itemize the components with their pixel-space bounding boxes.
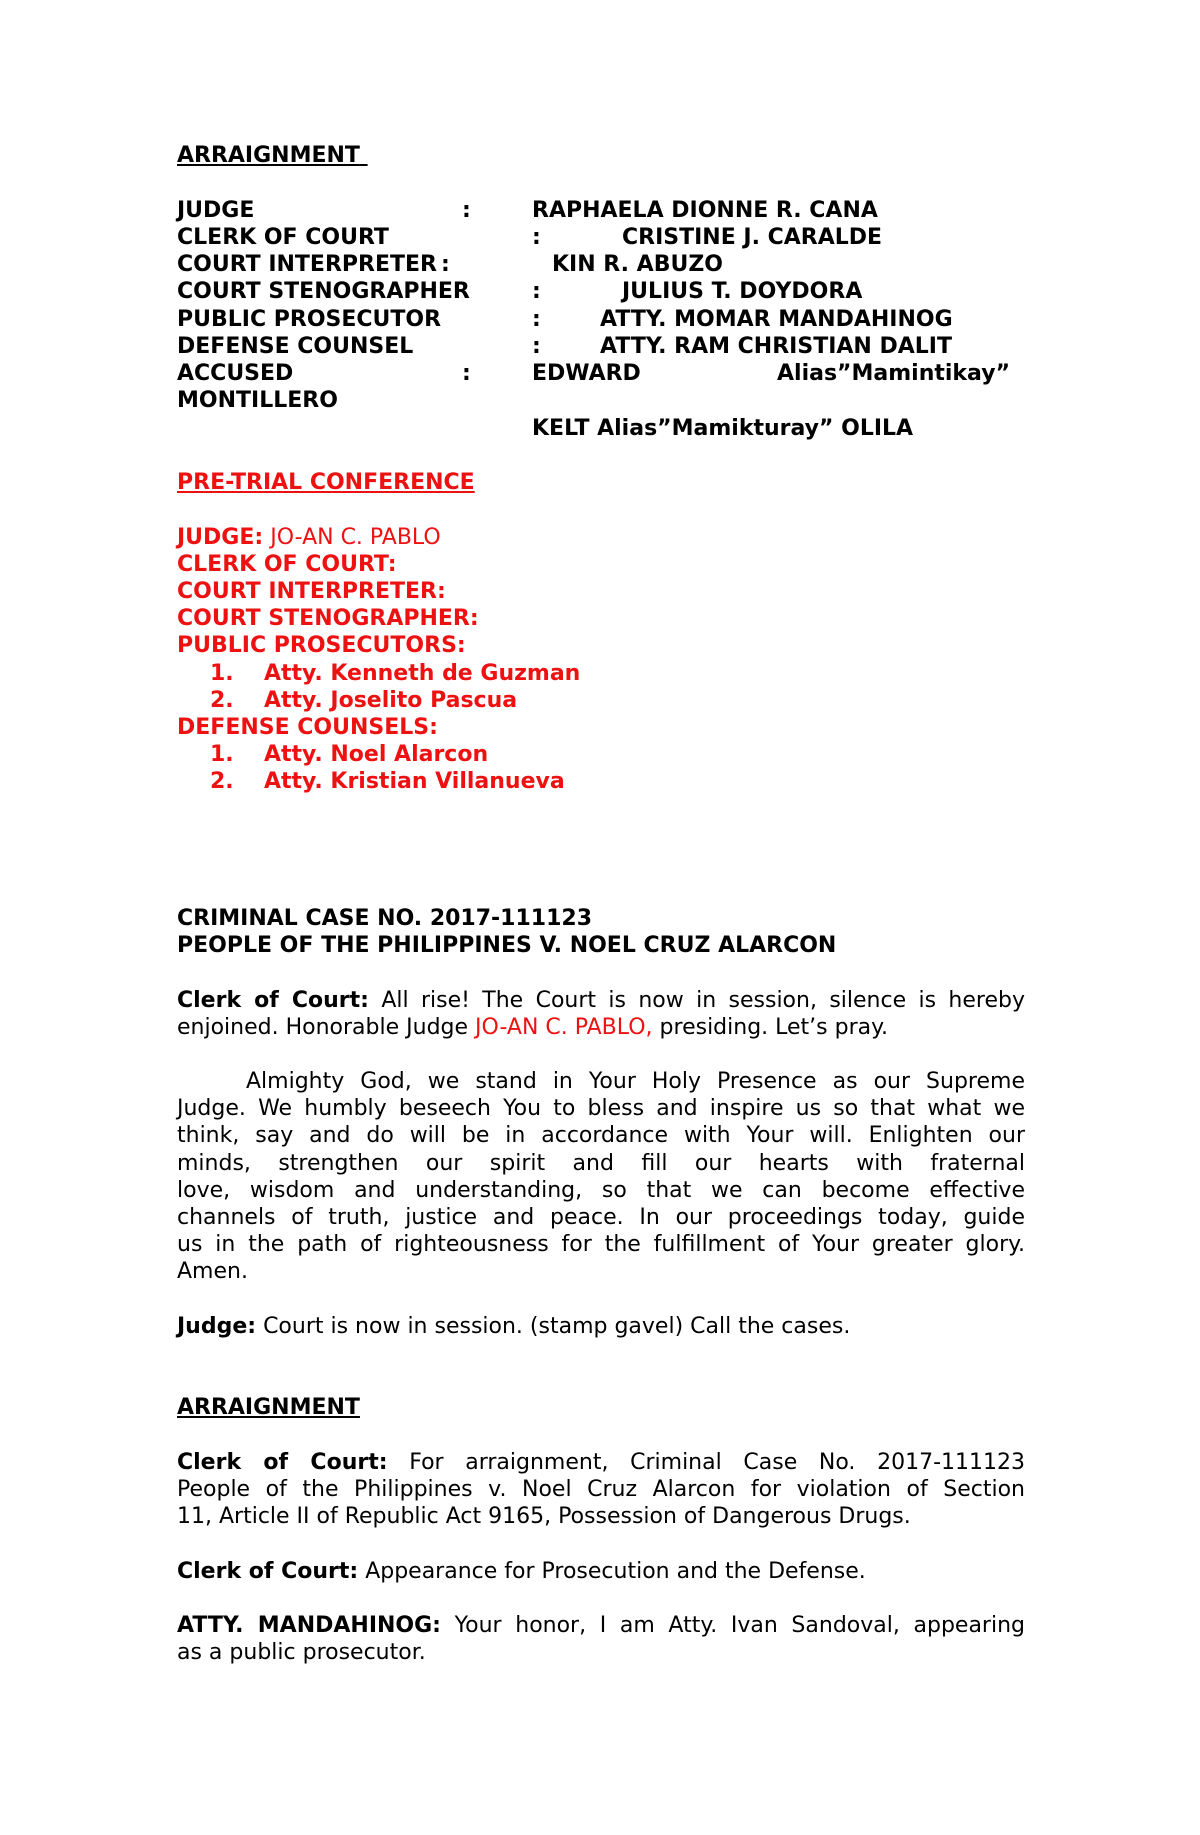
opening-line-1 (177, 987, 1025, 1014)
defense-1-number: 1. (210, 742, 234, 767)
pretrial-clerk-label: CLERK OF COURT: (177, 552, 397, 577)
judge-text: Court is now in session. (stamp gavel) Call the cases. (263, 1314, 851, 1339)
defense-colon: : (532, 334, 541, 359)
clerk-label: CLERK OF COURT (177, 225, 389, 250)
pretrial-judge-line (177, 524, 441, 551)
accused-value-alias: Alias”Mamintikay” (777, 361, 1011, 386)
opening-text-2a: enjoined. Honorable Judge (177, 1015, 476, 1040)
prosecutor-label: PUBLIC PROSECUTOR (177, 307, 442, 332)
prayer-line-6: channels of truth, justice and peace. In our proceedings today, guide (177, 1205, 1025, 1230)
clerk-arraign-line-1 (177, 1449, 1025, 1476)
atty-text-1: Your honor, I am Atty. Ivan Sandoval, appearing (454, 1613, 1025, 1638)
clerk-arraign-speaker: Clerk of Court: (177, 1450, 388, 1475)
arraignment-title: ARRAIGNMENT (177, 143, 360, 168)
pretrial-judge-name: JO-AN C. PABLO (270, 525, 441, 550)
case-title: PEOPLE OF THE PHILIPPINES V. NOEL CRUZ ALARCON (177, 933, 837, 958)
judge-statement (177, 1313, 850, 1340)
clerk-arraign-line-2: People of the Philippines v. Noel Cruz Alarcon for violation of Section (177, 1477, 1025, 1502)
opening-speaker: Clerk of Court: (177, 988, 369, 1013)
accused-label: ACCUSED (177, 361, 294, 386)
prayer-line-4: minds, strengthen our spirit and fill our hearts with fraternal (177, 1151, 1025, 1176)
prosecutor-2-name: Atty. Joselito Pascua (264, 688, 518, 713)
defense-2-number: 2. (210, 769, 234, 794)
pretrial-judge-label: JUDGE: (177, 525, 264, 550)
clerk-appearance (177, 1558, 866, 1585)
defense-2-name: Atty. Kristian Villanueva (264, 769, 565, 794)
judge-value: RAPHAELA DIONNE R. CANA (532, 198, 878, 223)
interpreter-colon: : (441, 252, 450, 277)
prayer-line-7: us in the path of righteousness for the fulfillment of Your greater glory. (177, 1232, 1025, 1257)
prayer-line-2: Judge. We humbly beseech You to bless and inspire us so that what we (177, 1096, 1025, 1121)
pretrial-stenographer-label: COURT STENOGRAPHER: (177, 606, 479, 631)
stenographer-label: COURT STENOGRAPHER (177, 279, 470, 304)
prosecutor-1-name: Atty. Kenneth de Guzman (264, 661, 581, 686)
atty-speaker: ATTY. MANDAHINOG: (177, 1613, 441, 1638)
accused-value-surname: MONTILLERO (177, 388, 338, 413)
stenographer-colon: : (532, 279, 541, 304)
accused-colon: : (462, 361, 471, 386)
defense-value: ATTY. RAM CHRISTIAN DALIT (600, 334, 952, 359)
judge-speaker: Judge: (177, 1314, 257, 1339)
opening-judge-name: JO-AN C. PABLO, (475, 1015, 653, 1040)
interpreter-value: KIN R. ABUZO (552, 252, 723, 277)
prosecutor-value: ATTY. MOMAR MANDAHINOG (600, 307, 953, 332)
stenographer-value: JULIUS T. DOYDORA (622, 279, 863, 304)
case-number: CRIMINAL CASE NO. 2017-111123 (177, 906, 593, 931)
accused-value-second: KELT Alias”Mamikturay” OLILA (532, 416, 914, 441)
clerk-value: CRISTINE J. CARALDE (622, 225, 883, 250)
opening-line-2 (177, 1014, 888, 1041)
prayer-line-1: Almighty God, we stand in Your Holy Presence as our Supreme (246, 1069, 1025, 1094)
prosecutor-2-number: 2. (210, 688, 234, 713)
judge-label: JUDGE (177, 198, 255, 223)
arraignment-heading (177, 142, 1025, 169)
prayer-line-3: think, say and do will be in accordance with Your will. Enlighten our (177, 1123, 1025, 1148)
pretrial-defense-label: DEFENSE COUNSELS: (177, 715, 438, 740)
clerk-appearance-text: Appearance for Prosecution and the Defense. (365, 1559, 866, 1584)
arraignment-section-title: ARRAIGNMENT (177, 1395, 360, 1420)
opening-text-1: All rise! The Court is now in session, silence is hereby (381, 988, 1025, 1013)
defense-label: DEFENSE COUNSEL (177, 334, 414, 359)
opening-text-2b: presiding. Let’s pray. (652, 1015, 888, 1040)
pretrial-title: PRE-TRIAL CONFERENCE (177, 470, 475, 495)
interpreter-label: COURT INTERPRETER (177, 252, 437, 277)
prayer-line-8: Amen. (177, 1259, 248, 1284)
clerk-arraign-line-3: 11, Article II of Republic Act 9165, Possession of Dangerous Drugs. (177, 1504, 911, 1529)
clerk-colon: : (532, 225, 541, 250)
clerk-appearance-speaker: Clerk of Court: (177, 1559, 359, 1584)
prosecutor-colon: : (532, 307, 541, 332)
judge-colon: : (462, 198, 471, 223)
pretrial-prosecutors-label: PUBLIC PROSECUTORS: (177, 633, 466, 658)
atty-line-1 (177, 1612, 1025, 1639)
clerk-arraign-text-1: For arraignment, Criminal Case No. 2017-111123 (409, 1450, 1025, 1475)
defense-1-name: Atty. Noel Alarcon (264, 742, 489, 767)
prosecutor-1-number: 1. (210, 661, 234, 686)
atty-line-2: as a public prosecutor. (177, 1640, 426, 1665)
pretrial-interpreter-label: COURT INTERPRETER: (177, 579, 446, 604)
accused-value-first: EDWARD (532, 361, 641, 386)
prayer-line-5: love, wisdom and understanding, so that we can become effective (177, 1178, 1025, 1203)
